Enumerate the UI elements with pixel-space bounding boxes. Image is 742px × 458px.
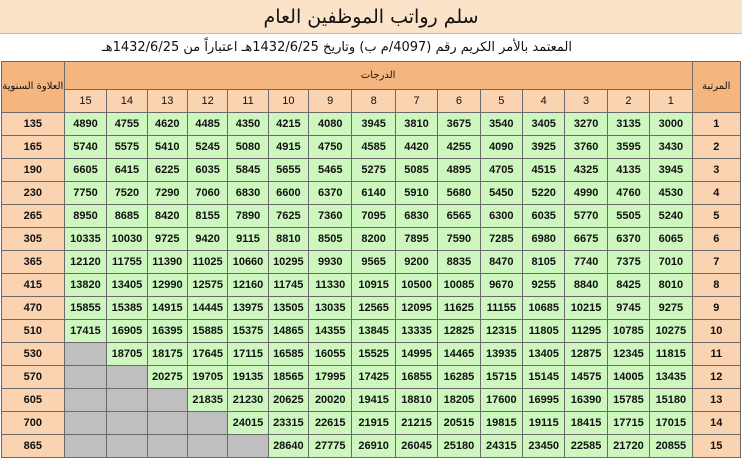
table-row — [2, 113, 741, 136]
salary-cell: 23315 — [268, 412, 308, 435]
salary-cell: 16390 — [565, 389, 607, 412]
salary-cell: 23450 — [523, 435, 565, 458]
salary-cell: 5080 — [228, 136, 268, 159]
empty-cell — [107, 435, 147, 458]
salary-cell: 12160 — [228, 274, 268, 297]
salary-cell: 16055 — [309, 343, 352, 366]
bonus-cell: 265 — [2, 205, 65, 228]
salary-cell: 16585 — [268, 343, 308, 366]
salary-cell: 21835 — [187, 389, 227, 412]
salary-cell: 14465 — [438, 343, 480, 366]
salary-cell: 20275 — [147, 366, 187, 389]
salary-cell: 10295 — [268, 251, 308, 274]
bonus-cell: 165 — [2, 136, 65, 159]
salary-cell: 20625 — [268, 389, 308, 412]
salary-cell: 7625 — [268, 205, 308, 228]
degrees-header: الدرجات — [64, 62, 692, 90]
title-bar — [0, 0, 742, 34]
salary-cell: 12315 — [480, 320, 522, 343]
salary-cell: 13335 — [395, 320, 437, 343]
salary-cell: 6415 — [107, 159, 147, 182]
salary-cell: 20020 — [309, 389, 352, 412]
salary-cell: 16285 — [438, 366, 480, 389]
rank-cell: 15 — [692, 435, 740, 458]
salary-cell: 10085 — [438, 274, 480, 297]
salary-cell: 13935 — [480, 343, 522, 366]
table-row — [2, 297, 741, 320]
salary-cell: 8835 — [438, 251, 480, 274]
salary-cell: 15885 — [187, 320, 227, 343]
salary-cell: 12565 — [352, 297, 395, 320]
salary-cell: 8200 — [352, 228, 395, 251]
bonus-cell: 135 — [2, 113, 65, 136]
salary-cell: 6065 — [650, 228, 692, 251]
page-title: سلم رواتب الموظفين العام — [263, 5, 479, 28]
salary-cell: 4530 — [650, 182, 692, 205]
degree-label: 6 — [438, 90, 480, 113]
degree-label: 7 — [395, 90, 437, 113]
degree-label: 14 — [107, 90, 147, 113]
empty-cell — [187, 412, 227, 435]
degree-label: 13 — [147, 90, 187, 113]
salary-cell: 9930 — [309, 251, 352, 274]
table-row — [2, 320, 741, 343]
rank-cell: 2 — [692, 136, 740, 159]
salary-cell: 13035 — [309, 297, 352, 320]
salary-cell: 16855 — [395, 366, 437, 389]
empty-cell — [64, 389, 107, 412]
salary-cell: 3405 — [523, 113, 565, 136]
salary-cell: 18810 — [395, 389, 437, 412]
table-row — [2, 182, 741, 205]
bonus-cell: 510 — [2, 320, 65, 343]
rank-cell: 9 — [692, 297, 740, 320]
salary-cell: 6035 — [523, 205, 565, 228]
salary-cell: 4255 — [438, 136, 480, 159]
table-row — [2, 136, 741, 159]
salary-cell: 7895 — [395, 228, 437, 251]
salary-cell: 12875 — [565, 343, 607, 366]
salary-cell: 5450 — [480, 182, 522, 205]
salary-cell: 9255 — [523, 274, 565, 297]
rank-cell: 12 — [692, 366, 740, 389]
salary-cell: 9420 — [187, 228, 227, 251]
degree-labels-row — [2, 90, 741, 113]
table-row — [2, 435, 741, 458]
salary-cell: 4585 — [352, 136, 395, 159]
salary-cell: 6300 — [480, 205, 522, 228]
empty-cell — [147, 435, 187, 458]
table-row — [2, 228, 741, 251]
table-row — [2, 159, 741, 182]
salary-cell: 4760 — [607, 182, 649, 205]
empty-cell — [147, 389, 187, 412]
salary-cell: 12990 — [147, 274, 187, 297]
rank-cell: 1 — [692, 113, 740, 136]
salary-cell: 5910 — [395, 182, 437, 205]
salary-cell: 3135 — [607, 113, 649, 136]
salary-cell: 4350 — [228, 113, 268, 136]
salary-cell: 11815 — [650, 343, 692, 366]
salary-cell: 16395 — [147, 320, 187, 343]
salary-cell: 11625 — [438, 297, 480, 320]
salary-cell: 14575 — [565, 366, 607, 389]
salary-cell: 9275 — [650, 297, 692, 320]
salary-cell: 27775 — [309, 435, 352, 458]
salary-cell: 14005 — [607, 366, 649, 389]
salary-cell: 10685 — [523, 297, 565, 320]
salary-cell: 14865 — [268, 320, 308, 343]
salary-cell: 7375 — [607, 251, 649, 274]
salary-cell: 3945 — [650, 159, 692, 182]
bonus-cell: 605 — [2, 389, 65, 412]
subtitle-bar — [0, 34, 742, 60]
salary-cell: 7750 — [64, 182, 107, 205]
salary-cell: 14445 — [187, 297, 227, 320]
salary-cell: 15855 — [64, 297, 107, 320]
bonus-cell: 470 — [2, 297, 65, 320]
salary-cell: 10030 — [107, 228, 147, 251]
salary-cell: 4755 — [107, 113, 147, 136]
salary-cell: 9670 — [480, 274, 522, 297]
salary-cell: 17015 — [650, 412, 692, 435]
salary-cell: 19705 — [187, 366, 227, 389]
salary-cell: 11330 — [309, 274, 352, 297]
salary-cell: 6675 — [565, 228, 607, 251]
empty-cell — [64, 435, 107, 458]
rank-cell: 7 — [692, 251, 740, 274]
salary-cell: 8420 — [147, 205, 187, 228]
salary-table — [1, 61, 741, 458]
salary-cell: 6225 — [147, 159, 187, 182]
table-row — [2, 412, 741, 435]
salary-cell: 10215 — [565, 297, 607, 320]
salary-cell: 7360 — [309, 205, 352, 228]
salary-cell: 10500 — [395, 274, 437, 297]
rank-cell: 10 — [692, 320, 740, 343]
salary-cell: 14995 — [395, 343, 437, 366]
salary-cell: 9725 — [147, 228, 187, 251]
salary-cell: 18205 — [438, 389, 480, 412]
salary-cell: 12345 — [607, 343, 649, 366]
salary-cell: 13405 — [523, 343, 565, 366]
salary-cell: 3760 — [565, 136, 607, 159]
bonus-cell: 530 — [2, 343, 65, 366]
salary-cell: 10275 — [650, 320, 692, 343]
salary-cell: 4890 — [64, 113, 107, 136]
salary-cell: 4135 — [607, 159, 649, 182]
salary-cell: 5845 — [228, 159, 268, 182]
salary-cell: 5275 — [352, 159, 395, 182]
salary-cell: 8950 — [64, 205, 107, 228]
salary-cell: 7740 — [565, 251, 607, 274]
empty-cell — [228, 435, 268, 458]
salary-cell: 17715 — [607, 412, 649, 435]
salary-cell: 15525 — [352, 343, 395, 366]
salary-cell: 20515 — [438, 412, 480, 435]
salary-cell: 24315 — [480, 435, 522, 458]
salary-cell: 20855 — [650, 435, 692, 458]
salary-cell: 19115 — [523, 412, 565, 435]
salary-cell: 3925 — [523, 136, 565, 159]
salary-cell: 13405 — [107, 274, 147, 297]
salary-cell: 18175 — [147, 343, 187, 366]
salary-cell: 13820 — [64, 274, 107, 297]
salary-cell: 4620 — [147, 113, 187, 136]
salary-cell: 7010 — [650, 251, 692, 274]
salary-cell: 25180 — [438, 435, 480, 458]
salary-cell: 7590 — [438, 228, 480, 251]
salary-cell: 13845 — [352, 320, 395, 343]
salary-cell: 11390 — [147, 251, 187, 274]
salary-cell: 17415 — [64, 320, 107, 343]
salary-cell: 7890 — [228, 205, 268, 228]
empty-cell — [107, 366, 147, 389]
salary-cell: 10915 — [352, 274, 395, 297]
salary-cell: 6605 — [64, 159, 107, 182]
salary-cell: 9115 — [228, 228, 268, 251]
salary-cell: 17600 — [480, 389, 522, 412]
salary-cell: 19135 — [228, 366, 268, 389]
salary-cell: 28640 — [268, 435, 308, 458]
salary-cell: 4750 — [309, 136, 352, 159]
salary-cell: 18565 — [268, 366, 308, 389]
rank-cell: 3 — [692, 159, 740, 182]
degree-label: 9 — [309, 90, 352, 113]
empty-cell — [107, 389, 147, 412]
salary-cell: 8010 — [650, 274, 692, 297]
salary-cell: 15375 — [228, 320, 268, 343]
salary-cell: 4895 — [438, 159, 480, 182]
rank-cell: 11 — [692, 343, 740, 366]
degree-label: 3 — [565, 90, 607, 113]
salary-cell: 13435 — [650, 366, 692, 389]
salary-cell: 6370 — [607, 228, 649, 251]
salary-cell: 8810 — [268, 228, 308, 251]
salary-cell: 11755 — [107, 251, 147, 274]
salary-cell: 6370 — [309, 182, 352, 205]
empty-cell — [64, 412, 107, 435]
salary-cell: 15715 — [480, 366, 522, 389]
rank-cell: 4 — [692, 182, 740, 205]
salary-cell: 5770 — [565, 205, 607, 228]
salary-cell: 5245 — [187, 136, 227, 159]
salary-cell: 3810 — [395, 113, 437, 136]
salary-cell: 6830 — [395, 205, 437, 228]
salary-cell: 3270 — [565, 113, 607, 136]
rank-cell: 14 — [692, 412, 740, 435]
salary-cell: 4080 — [309, 113, 352, 136]
salary-cell: 5575 — [107, 136, 147, 159]
salary-cell: 6140 — [352, 182, 395, 205]
salary-cell: 15385 — [107, 297, 147, 320]
salary-cell: 4705 — [480, 159, 522, 182]
salary-cell: 19415 — [352, 389, 395, 412]
empty-cell — [147, 412, 187, 435]
salary-cell: 12095 — [395, 297, 437, 320]
salary-cell: 3595 — [607, 136, 649, 159]
salary-cell: 3430 — [650, 136, 692, 159]
salary-cell: 17115 — [228, 343, 268, 366]
salary-cell: 8470 — [480, 251, 522, 274]
salary-cell: 9565 — [352, 251, 395, 274]
salary-cell: 3675 — [438, 113, 480, 136]
salary-cell: 4215 — [268, 113, 308, 136]
salary-cell: 4990 — [565, 182, 607, 205]
salary-cell: 7520 — [107, 182, 147, 205]
salary-cell: 21720 — [607, 435, 649, 458]
salary-cell: 18705 — [107, 343, 147, 366]
empty-cell — [107, 412, 147, 435]
salary-cell: 11805 — [523, 320, 565, 343]
salary-cell: 17425 — [352, 366, 395, 389]
empty-cell — [64, 343, 107, 366]
salary-cell: 4090 — [480, 136, 522, 159]
empty-cell — [187, 435, 227, 458]
salary-cell: 15180 — [650, 389, 692, 412]
salary-cell: 4485 — [187, 113, 227, 136]
salary-cell: 14355 — [309, 320, 352, 343]
salary-cell: 8505 — [309, 228, 352, 251]
salary-cell: 16905 — [107, 320, 147, 343]
salary-cell: 5410 — [147, 136, 187, 159]
table-row — [2, 389, 741, 412]
salary-cell: 11295 — [565, 320, 607, 343]
salary-cell: 7290 — [147, 182, 187, 205]
table-row — [2, 274, 741, 297]
salary-cell: 8105 — [523, 251, 565, 274]
salary-cell: 4515 — [523, 159, 565, 182]
degree-label: 4 — [523, 90, 565, 113]
salary-cell: 7285 — [480, 228, 522, 251]
salary-cell: 7060 — [187, 182, 227, 205]
salary-cell: 13505 — [268, 297, 308, 320]
salary-cell: 15785 — [607, 389, 649, 412]
salary-cell: 3540 — [480, 113, 522, 136]
salary-cell: 3945 — [352, 113, 395, 136]
salary-cell: 22585 — [565, 435, 607, 458]
salary-cell: 10335 — [64, 228, 107, 251]
salary-cell: 12575 — [187, 274, 227, 297]
salary-cell: 5505 — [607, 205, 649, 228]
salary-cell: 5085 — [395, 159, 437, 182]
salary-cell: 11025 — [187, 251, 227, 274]
rank-cell: 13 — [692, 389, 740, 412]
bonus-cell: 570 — [2, 366, 65, 389]
page-subtitle: المعتمد بالأمر الكريم رقم (4097/م ب) وتاريخ 1432/6/25هـ اعتباراً من 1432/6/25هـ — [101, 39, 572, 55]
rank-cell: 5 — [692, 205, 740, 228]
table-row — [2, 366, 741, 389]
salary-cell: 9200 — [395, 251, 437, 274]
table-row — [2, 251, 741, 274]
salary-cell: 6600 — [268, 182, 308, 205]
salary-cell: 4420 — [395, 136, 437, 159]
rank-cell: 6 — [692, 228, 740, 251]
bonus-header: العلاوة السنوية — [2, 62, 65, 113]
salary-cell: 8425 — [607, 274, 649, 297]
salary-cell: 18415 — [565, 412, 607, 435]
salary-cell: 5220 — [523, 182, 565, 205]
salary-cell: 21230 — [228, 389, 268, 412]
salary-cell: 5240 — [650, 205, 692, 228]
salary-cell: 22615 — [309, 412, 352, 435]
bonus-cell: 190 — [2, 159, 65, 182]
bonus-cell: 700 — [2, 412, 65, 435]
salary-cell: 12120 — [64, 251, 107, 274]
salary-cell: 3000 — [650, 113, 692, 136]
salary-cell: 4325 — [565, 159, 607, 182]
salary-cell: 6980 — [523, 228, 565, 251]
salary-cell: 13975 — [228, 297, 268, 320]
salary-cell: 5680 — [438, 182, 480, 205]
rank-header: المرتبة — [692, 62, 740, 113]
bonus-cell: 865 — [2, 435, 65, 458]
table-row — [2, 343, 741, 366]
salary-cell: 24015 — [228, 412, 268, 435]
salary-cell: 11155 — [480, 297, 522, 320]
degree-label: 8 — [352, 90, 395, 113]
degree-label: 5 — [480, 90, 522, 113]
salary-table-body — [2, 113, 741, 458]
degree-label: 2 — [607, 90, 649, 113]
salary-cell: 16995 — [523, 389, 565, 412]
salary-cell: 17645 — [187, 343, 227, 366]
salary-cell: 7095 — [352, 205, 395, 228]
bonus-cell: 365 — [2, 251, 65, 274]
salary-cell: 26910 — [352, 435, 395, 458]
salary-cell: 21215 — [395, 412, 437, 435]
bonus-cell: 230 — [2, 182, 65, 205]
salary-cell: 10660 — [228, 251, 268, 274]
degree-label: 10 — [268, 90, 308, 113]
salary-cell: 5465 — [309, 159, 352, 182]
salary-cell: 11745 — [268, 274, 308, 297]
salary-cell: 4915 — [268, 136, 308, 159]
salary-cell: 5740 — [64, 136, 107, 159]
salary-cell: 26045 — [395, 435, 437, 458]
degree-label: 1 — [650, 90, 692, 113]
salary-cell: 14915 — [147, 297, 187, 320]
salary-cell: 21915 — [352, 412, 395, 435]
salary-cell: 10785 — [607, 320, 649, 343]
table-row — [2, 205, 741, 228]
salary-cell: 8685 — [107, 205, 147, 228]
salary-cell: 9745 — [607, 297, 649, 320]
salary-cell: 19815 — [480, 412, 522, 435]
rank-cell: 8 — [692, 274, 740, 297]
bonus-cell: 415 — [2, 274, 65, 297]
degree-label: 11 — [228, 90, 268, 113]
salary-cell: 12825 — [438, 320, 480, 343]
degree-label: 15 — [64, 90, 107, 113]
salary-cell: 17995 — [309, 366, 352, 389]
salary-cell: 6565 — [438, 205, 480, 228]
salary-cell: 15145 — [523, 366, 565, 389]
salary-cell: 8155 — [187, 205, 227, 228]
salary-cell: 5655 — [268, 159, 308, 182]
salary-cell: 6035 — [187, 159, 227, 182]
salary-cell: 8840 — [565, 274, 607, 297]
empty-cell — [64, 366, 107, 389]
degree-label: 12 — [187, 90, 227, 113]
salary-cell: 6830 — [228, 182, 268, 205]
bonus-cell: 305 — [2, 228, 65, 251]
